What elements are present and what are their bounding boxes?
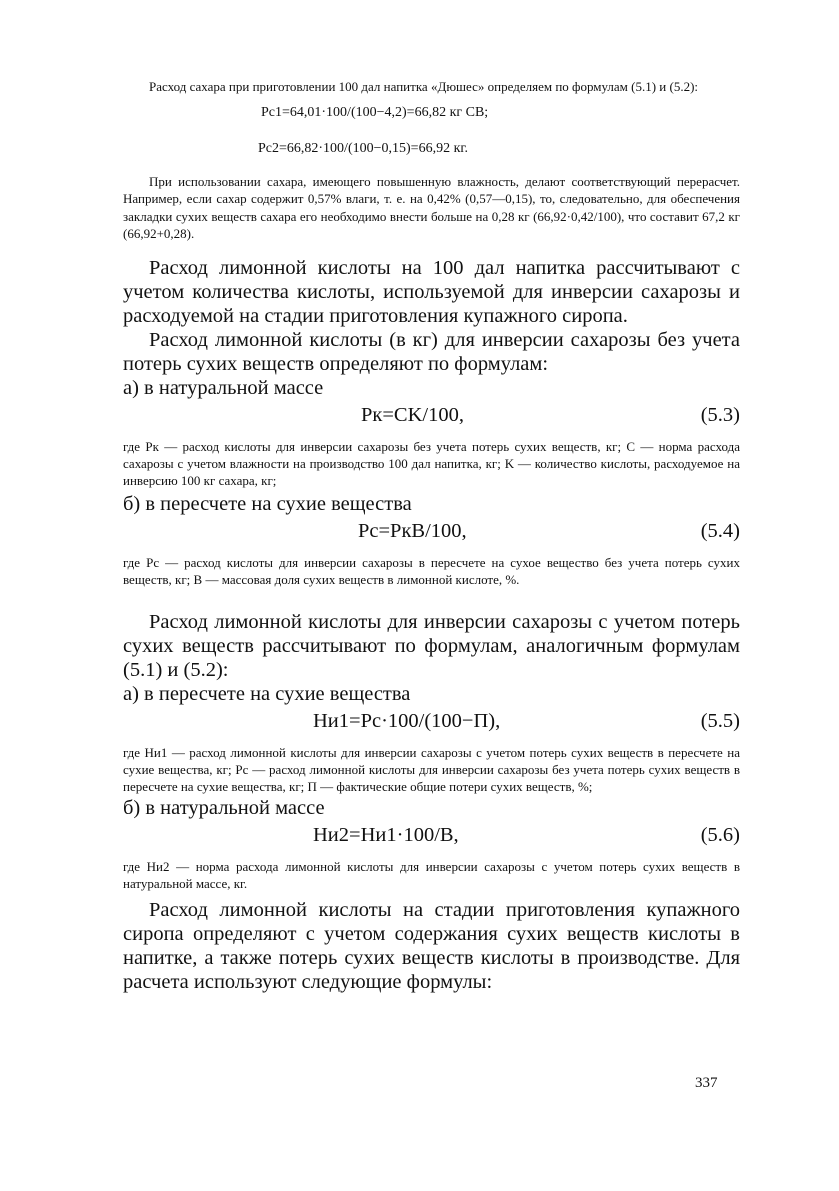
subheading-b-dry-matter: б) в пересчете на сухие вещества	[123, 492, 412, 515]
subheading-a-dry-matter: а) в пересчете на сухие вещества	[123, 683, 411, 706]
equation-5-6: Hи2=Hи1·100/B, (5.6)	[313, 823, 740, 846]
equation-pc2: Pс2=66,82·100/(100−0,15)=66,92 кг.	[258, 141, 469, 157]
equation-5-3: Pк=CK/100, (5.3)	[361, 404, 740, 427]
where-5-5: где Hи1 — расход лимонной кислоты для инверсии сахарозы с учетом потерь сухих веществ в пересчете на сухие вещества, кг; Pс — расход лимонной кислоты для инверсии сахарозы без учета потерь сухих веществ в пересчете на сухие вещества, кг; П — фактические общие потери сухих веществ, %;	[123, 745, 740, 795]
where-5-3: где Pк — расход кислоты для инверсии сахарозы без учета потерь сухих веществ, кг; C — норма расхода сахарозы с учетом влажности на производство 100 дал напитка, кг; K — количество кислоты, расходуемое на инверсию 100 кг сахара, кг;	[123, 439, 740, 489]
page-body	[123, 78, 740, 994]
equation-5-5: Hи1=Pс·100/(100−П), (5.5)	[313, 710, 740, 733]
paragraph-4: Расход лимонной кислоты на стадии приготовления купажного сиропа определяют с учетом содержания сухих веществ кислоты в напитке, а также потерь сухих веществ кислоты в производстве. Для расчета используют следующие формулы:	[123, 899, 740, 994]
equation-pc1: Pс1=64,01·100/(100−4,2)=66,82 кг СВ;	[261, 105, 489, 121]
where-5-6: где Hи2 — норма расхода лимонной кислоты для инверсии сахарозы с учетом потерь сухих веществ в натуральной массе, кг.	[123, 858, 740, 891]
where-5-4: где Pс — расход кислоты для инверсии сахарозы в пересчете на сухое вещество без учета потерь сухих веществ, кг; B — массовая доля сухих веществ в лимонной кислоте, %.	[123, 554, 740, 587]
equation-5-4: Pс=PкB/100, (5.4)	[358, 519, 740, 542]
page-number: 337	[695, 1075, 718, 1091]
intro-paragraph: Расход сахара при приготовлении 100 дал напитка «Дюшес» определяем по формулам (5.1) и (5.2):	[149, 79, 699, 94]
paragraph-3: Расход лимонной кислоты для инверсии сахарозы с учетом потерь сухих веществ рассчитывают по формулам, аналогичным формулам (5.1) и (5.2):	[123, 611, 740, 682]
subheading-a-natural-mass: а) в натуральной массе	[123, 377, 324, 400]
note-paragraph: При использовании сахара, имеющего повышенную влажность, делают соответствующий перерасчет. Например, если сахар содержит 0,57% влаги, т. е. на 0,42% (0,57—0,15), то, следовательно, для обеспечения закладки сухих веществ сахара его необходимо внести больше на 0,28 кг (66,92·0,42/100), что составит 67,2 кг (66,92+0,28).	[123, 174, 740, 241]
paragraph-2: Расход лимонной кислоты (в кг) для инверсии сахарозы без учета потерь сухих веществ определяют по формулам:	[123, 329, 740, 376]
paragraph-1: Расход лимонной кислоты на 100 дал напитка рассчитывают с учетом количества кислоты, используемой для инверсии сахарозы и расходуемой на стадии приготовления купажного сиропа.	[123, 257, 740, 328]
subheading-b-natural-mass: б) в натуральной массе	[123, 796, 325, 819]
